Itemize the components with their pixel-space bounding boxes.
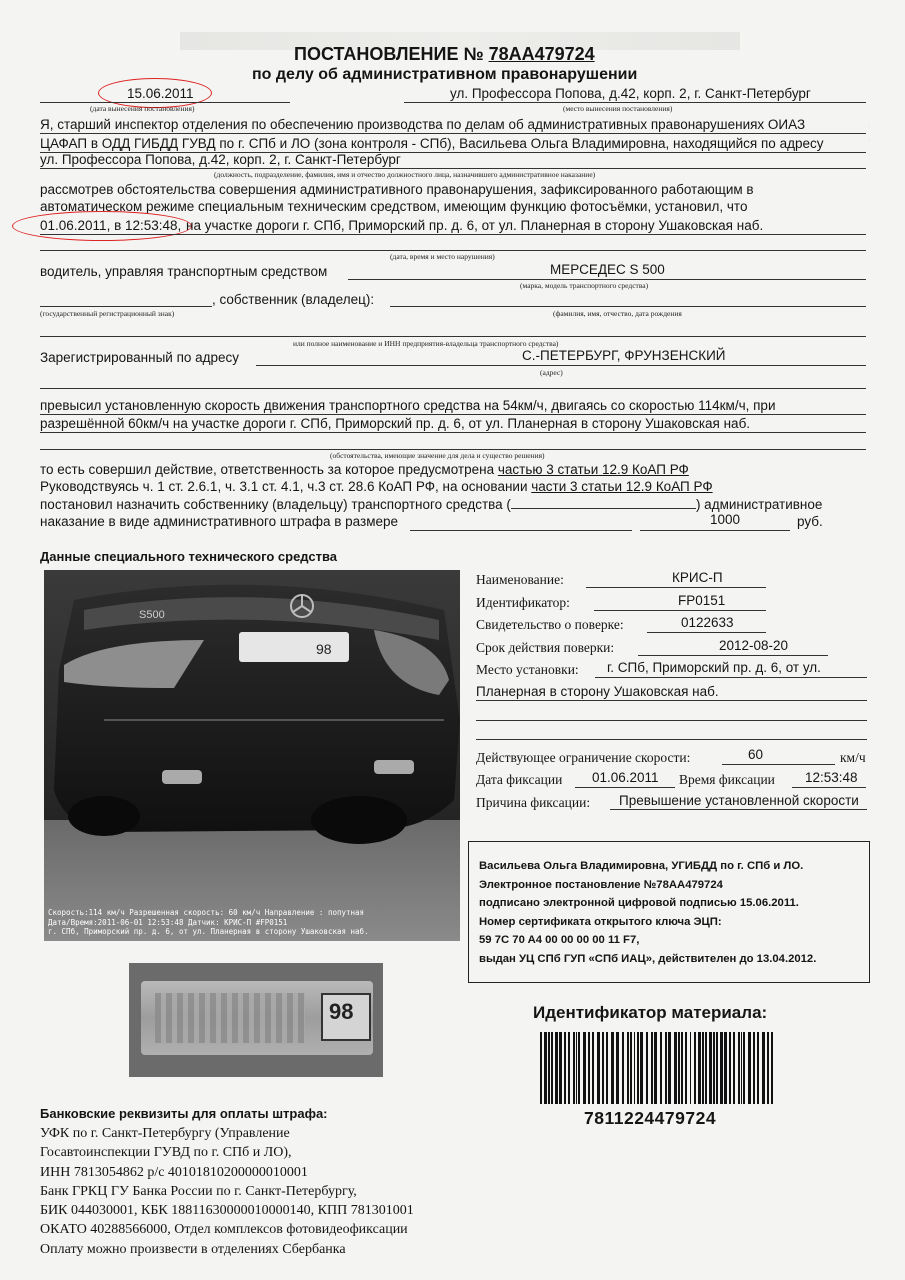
barcode-bar: [564, 1032, 566, 1104]
barcode-bar: [741, 1032, 742, 1104]
barcode-bar: [573, 1032, 575, 1104]
barcode-bar: [568, 1032, 570, 1104]
barcode-bar: [720, 1032, 723, 1104]
device-place-label: Место установки:: [476, 662, 579, 677]
bank-details: [40, 1124, 414, 1259]
speed-limit-label: Действующее ограничение скорости:: [476, 750, 691, 765]
barcode-bar: [616, 1032, 619, 1104]
device-name-value: КРИС-П: [672, 570, 723, 585]
material-id-title: Идентификатор материала:: [533, 1003, 768, 1022]
vehicle-label: водитель, управляя транспортным средством: [40, 264, 328, 279]
circumstances-line-1: рассмотрев обстоятельства совершения административного правонарушения, зафиксированного работающим в: [40, 182, 754, 197]
barcode-bar: [762, 1032, 765, 1104]
barcode-bar: [678, 1032, 680, 1104]
photo-model-badge: S500: [139, 609, 165, 621]
barcode-bar: [757, 1032, 759, 1104]
signature-line-3: подписано электронной цифровой подписью 15.06.2011.: [479, 897, 799, 909]
violation-photo: [44, 570, 460, 941]
barcode-bar: [559, 1032, 562, 1104]
bank-line: ОКАТО 40288566000, Отдел комплексов фотовидеофиксации: [40, 1222, 408, 1238]
barcode-bar: [578, 1032, 580, 1104]
circumstances-caption: (дата, время и место нарушения): [390, 252, 495, 261]
document-subtitle: по делу об административном правонарушении: [252, 66, 638, 83]
signature-line-1: Васильева Ольга Владимировна, УГИБДД по г. СПб и ЛО.: [479, 860, 804, 872]
decision-line-1: то есть совершил действие, ответственность за которое предусмотрена частью 3 статьи 12.9 КоАП РФ: [40, 462, 689, 477]
violation-line-2: разрешённой 60км/ч на участке дороги г. СПб, Приморский пр. д. 6, от ул. Планерная в сторону Ушаковская наб.: [40, 416, 751, 431]
signature-line-5: 59 7C 70 A4 00 00 00 00 11 F7,: [479, 934, 640, 946]
inspector-caption: (должность, подразделение, фамилия, имя и отчество должностного лица, назначившего административное наказание): [214, 170, 596, 179]
vehicle-model-caption: (марка, модель транспортного средства): [520, 281, 649, 290]
barcode-bar: [660, 1032, 662, 1104]
barcode-bar: [622, 1032, 624, 1104]
decision-line-2: Руководствуясь ч. 1 ст. 2.6.1, ч. 3.1 ст. 4.1, ч.3 ст. 28.6 КоАП РФ, на основании части 3 статьи 12.9 КоАП РФ: [40, 479, 713, 494]
fix-date-value: 01.06.2011: [592, 770, 659, 785]
inspector-line-3: ул. Профессора Попова, д.42, корп. 2, г. Санкт-Петербург: [40, 152, 401, 167]
fix-reason-label: Причина фиксации:: [476, 795, 591, 810]
barcode: [540, 1032, 778, 1104]
barcode-bar: [544, 1032, 547, 1104]
device-id-value: FP0151: [678, 593, 726, 608]
signature-line-4: Номер сертификата открытого ключа ЭЦП:: [479, 915, 722, 928]
bank-line: Банк ГРКЦ ГУ Банка России по г. Санкт-Петербургу,: [40, 1183, 357, 1199]
barcode-bar: [702, 1032, 704, 1104]
barcode-bar: [729, 1032, 731, 1104]
fix-time-label: Время фиксации: [679, 772, 775, 787]
barcode-bar: [634, 1032, 635, 1104]
barcode-bar: [646, 1032, 648, 1104]
device-place-line-2: Планерная в сторону Ушаковская наб.: [476, 684, 719, 699]
violation-line-1: превысил установленную скорость движения транспортного средства на 54км/ч, двигаясь со скоростью 114км/ч, при: [40, 398, 776, 413]
violation-place: на участке дороги г. СПб, Приморский пр. д. 6, от ул. Планерная в сторону Ушаковская наб.: [186, 218, 764, 233]
barcode-bar: [690, 1032, 691, 1104]
barcode-bar: [588, 1032, 590, 1104]
owner-caption: (фамилия, имя, отчество, дата рождения: [553, 309, 682, 318]
barcode-bar: [665, 1032, 667, 1104]
violation-datetime: 01.06.2011, в 12:53:48,: [40, 218, 182, 233]
fine-amount: 1000: [710, 512, 741, 527]
barcode-bar: [630, 1032, 632, 1104]
barcode-bar: [733, 1032, 735, 1104]
barcode-bar: [698, 1032, 701, 1104]
barcode-bar: [767, 1032, 769, 1104]
barcode-bar: [597, 1032, 600, 1104]
barcode-bar: [583, 1032, 586, 1104]
barcode-bar: [637, 1032, 639, 1104]
barcode-bar: [685, 1032, 687, 1104]
fix-date-label: Дата фиксации: [476, 772, 563, 787]
fix-reason-value: Превышение установленной скорости: [619, 793, 859, 808]
barcode-bar: [724, 1032, 727, 1104]
barcode-bar: [753, 1032, 755, 1104]
inspector-line-1: Я, старший инспектор отделения по обеспечению производства по делам об административных правонарушениях ОИАЗ: [40, 117, 806, 132]
decision-line-4: наказание в виде административного штрафа в размере: [40, 514, 399, 529]
fix-time-value: 12:53:48: [805, 770, 858, 785]
speed-limit-unit: км/ч: [840, 750, 866, 765]
barcode-bar: [555, 1032, 558, 1104]
barcode-number: 7811224479724: [584, 1108, 717, 1128]
issue-date-caption: (дата вынесения постановления): [90, 104, 195, 113]
device-valid-label: Срок действия поверки:: [476, 640, 615, 655]
bank-line: ИНН 7813054862 р/с 40101810200000010001: [40, 1164, 308, 1180]
barcode-bar: [709, 1032, 712, 1104]
photo-overlay-text: Скорость:114 км/ч Разрешенная скорость: 60 км/ч Направление : попутная Дата/Время:2011-06-01 12:53:48 Датчик: КРИС-П #FP0151 г. СПб, Приморский пр. д. 6, от ул. Планерная в сторону Ушаковская наб.: [48, 908, 369, 936]
barcode-bar: [713, 1032, 715, 1104]
violation-caption: (обстоятельства, имеющие значение для дела и существо решения): [330, 451, 545, 460]
decision-line-3: постановил назначить собственнику (владельцу) транспортного средства ( ) административное: [40, 497, 823, 512]
show-through-text: · · ·: [868, 123, 871, 158]
barcode-bar: [627, 1032, 629, 1104]
barcode-bar: [592, 1032, 594, 1104]
fine-currency: руб.: [797, 514, 823, 529]
vehicle-model: МЕРСЕДЕС S 500: [550, 262, 665, 277]
device-name-label: Наименование:: [476, 572, 564, 587]
bank-line: БИК 044030001, КБК 18811630000010000140, КПП 781301001: [40, 1203, 414, 1219]
barcode-bar: [548, 1032, 550, 1104]
barcode-bar: [743, 1032, 745, 1104]
issue-place-caption: (место вынесения постановления): [563, 104, 673, 113]
document-title: ПОСТАНОВЛЕНИЕ № 78АА479724: [294, 44, 595, 64]
barcode-bar: [606, 1032, 608, 1104]
issue-place: ул. Профессора Попова, д.42, корп. 2, г. Санкт-Петербург: [450, 86, 811, 101]
barcode-bar: [674, 1032, 677, 1104]
speed-limit-value: 60: [748, 747, 764, 762]
address-value: С.-ПЕТЕРБУРГ, ФРУНЗЕНСКИЙ: [522, 348, 726, 363]
address-caption: (адрес): [540, 368, 563, 377]
photo-plate-region: 98: [316, 641, 332, 657]
device-cert-value: 0122633: [681, 615, 734, 630]
barcode-bar: [602, 1032, 604, 1104]
circumstances-line-2: автоматическом режиме специальным техническим средством, имеющим функцию фотосъёмки, установил, что: [40, 199, 748, 214]
signature-line-6: выдан УЦ СПб ГУП «СПб ИАЦ», действителен до 13.04.2012.: [479, 952, 817, 965]
document-number: 78АА479724: [488, 44, 595, 64]
device-id-label: Идентификатор:: [476, 595, 570, 610]
barcode-bar: [611, 1032, 614, 1104]
barcode-bar: [681, 1032, 683, 1104]
bank-line: Оплату можно произвести в отделениях Сбербанка: [40, 1241, 346, 1257]
barcode-bar: [705, 1032, 707, 1104]
inspector-line-2: ЦАФАП в ОДД ГИБДД ГУВД по г. СПб и ЛО (зона контроля - СПб), Васильева Ольга Владимировна, находящийся по адресу: [40, 136, 824, 151]
barcode-bar: [738, 1032, 740, 1104]
barcode-bar: [551, 1032, 553, 1104]
bank-line: Госавтоинспекции ГУВД по г. СПб и ЛО),: [40, 1145, 292, 1161]
electronic-signature-box: [468, 841, 870, 983]
plate-crop-region: 98: [329, 999, 354, 1024]
barcode-bar: [576, 1032, 577, 1104]
barcode-bar: [654, 1032, 657, 1104]
barcode-bar: [694, 1032, 696, 1104]
owner-label: , собственник (владелец):: [212, 292, 375, 307]
barcode-bar: [668, 1032, 671, 1104]
barcode-bar: [771, 1032, 773, 1104]
reg-plate-caption: (государственный регистрационный знак): [40, 309, 175, 318]
owner-caption-2: или полное наименование и ИНН предприятия-владельца транспортного средства): [293, 339, 559, 348]
device-cert-label: Свидетельство о поверке:: [476, 617, 624, 632]
plate-crop-photo: [129, 963, 383, 1077]
issue-date: 15.06.2011: [127, 86, 194, 101]
bank-title: Банковские реквизиты для оплаты штрафа:: [40, 1106, 328, 1121]
device-section-title: Данные специального технического средства: [40, 549, 338, 564]
device-place-line-1: г. СПб, Приморский пр. д. 6, от ул.: [607, 660, 821, 675]
barcode-bar: [540, 1032, 542, 1104]
signature-line-2: Электронное постановление №78АА479724: [479, 878, 723, 891]
bank-line: УФК по г. Санкт-Петербургу (Управление: [40, 1126, 290, 1141]
barcode-bar: [716, 1032, 718, 1104]
annotation-oval-datetime: [12, 211, 192, 241]
device-valid-value: 2012-08-20: [719, 638, 789, 653]
barcode-bar: [748, 1032, 751, 1104]
barcode-bar: [651, 1032, 653, 1104]
barcode-bar: [640, 1032, 643, 1104]
address-label: Зарегистрированный по адресу: [40, 350, 240, 365]
